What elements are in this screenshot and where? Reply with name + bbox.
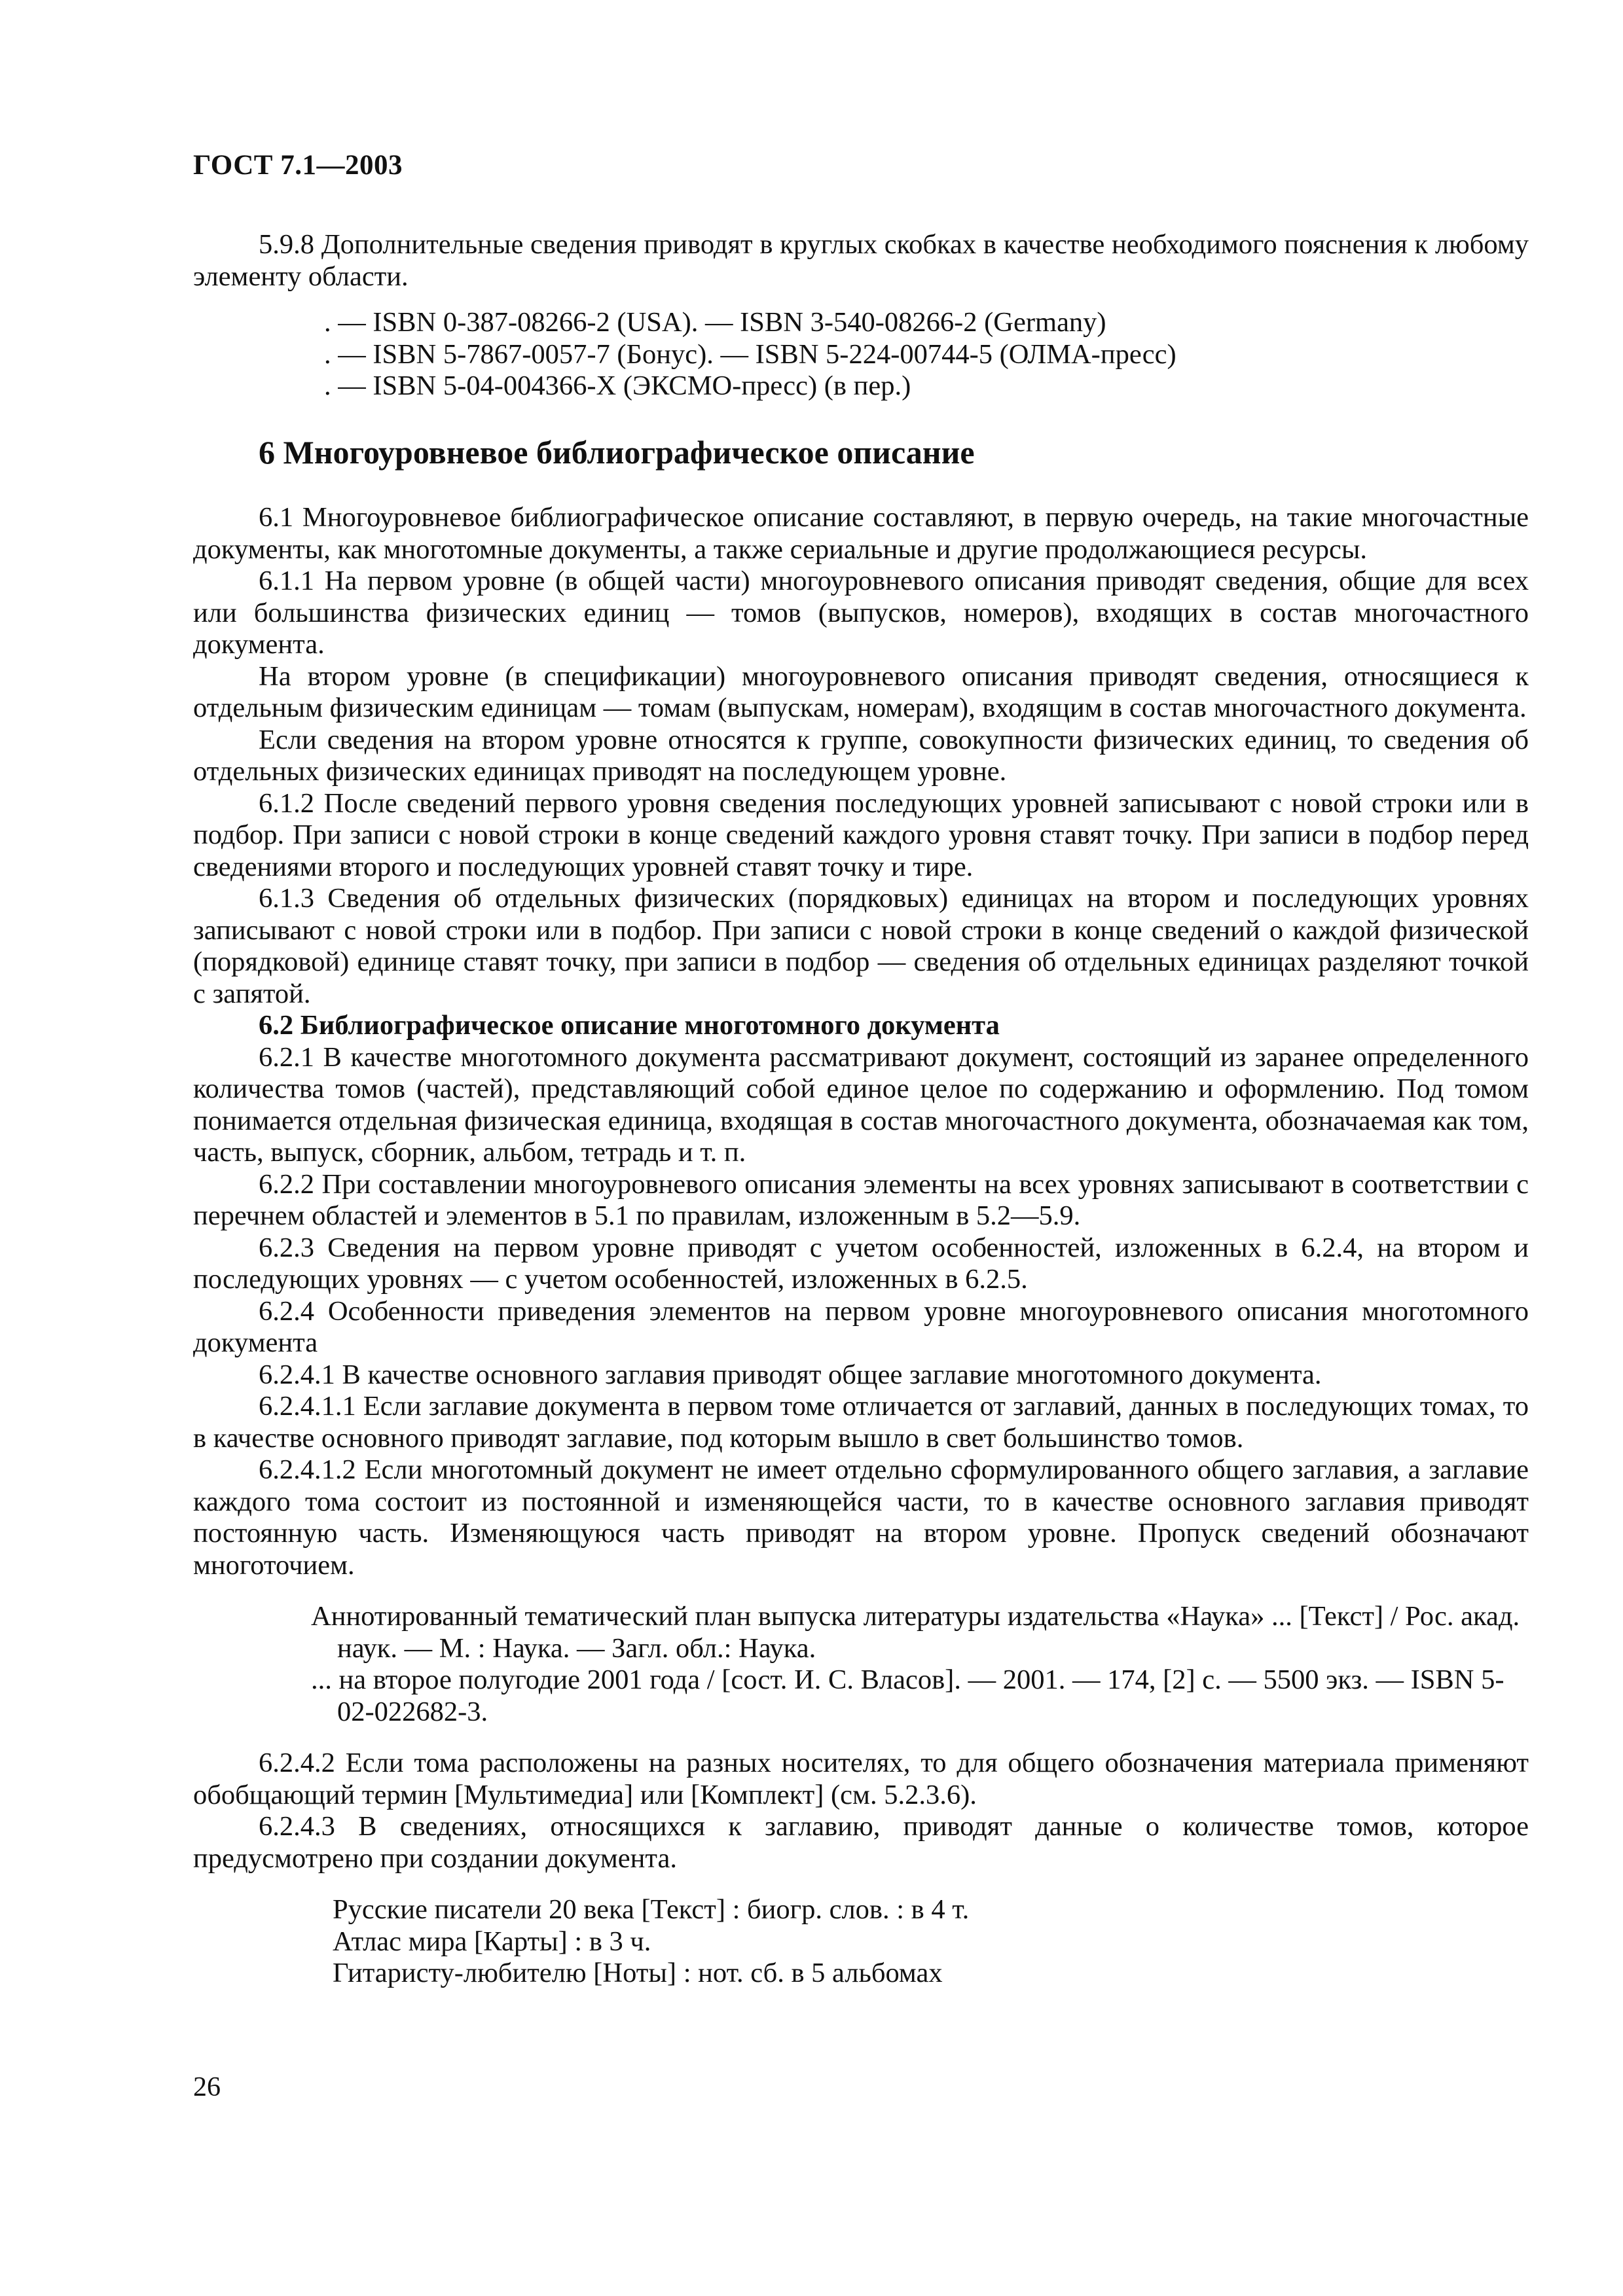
paragraph: 6.1 Многоуровневое библиографическое описание составляют, в первую очередь, на такие многочастные документы, как многотомные документы, а также сериальные и другие продолжающиеся ресурсы. [193,502,1529,565]
spacer [193,468,1529,502]
page-number: 26 [193,2072,221,2102]
spacer [193,1728,1529,1748]
example-entry: ... на второе полугодие 2001 года / [сост. И. С. Власов]. — 2001. — 174, [2] с. — 5500 экз. — ISBN 5-02-022682-3. [311,1664,1504,1727]
section-heading: 6 Многоуровневое библиографическое описание [259,433,975,471]
paragraph: 5.9.8 Дополнительные сведения приводят в круглых скобках в качестве необходимого пояснения к любому элементу области. [193,229,1529,292]
paragraph: 6.2.4.3 В сведениях, относящихся к заглавию, приводят данные о количестве томов, которое предусмотрено при создании документа. [193,1811,1529,1874]
paragraph: Если сведения на втором уровне относятся к группе, совокупности физических единиц, то сведения об отдельных физических единицах приводят на последующем уровне. [193,724,1529,787]
document-header: ГОСТ 7.1—2003 [193,150,403,181]
spacer [193,403,1529,437]
paragraph: 6.2.4.2 Если тома расположены на разных носителях, то для общего обозначения материала применяют обобщающий термин [Мультимедиа] или [Комплект] (см. 5.2.3.6). [193,1748,1529,1810]
example-line: Гитаристу-любителю [Ноты] : нот. сб. в 5 альбомах [333,1958,943,1988]
paragraph: 6.1.3 Сведения об отдельных физических (порядковых) единицах на втором и последующих уровнях записывают с новой строки или в подбор. При записи с новой строки в конце сведений о каждой физической (порядковой) единице ставят точку, при записи в подбор — сведения об отдельных единицах разделяют точкой с запятой. [193,883,1529,1009]
paragraph: 6.2.4.1.1 Если заглавие документа в первом томе отличается от заглавий, данных в последующих томах, то в качестве основного приводят заглавие, под которым вышло в свет большинство томов. [193,1391,1529,1454]
subsection-heading: 6.2 Библиографическое описание многотомного документа [259,1010,1000,1041]
spacer [193,1581,1529,1601]
example-line: . — ISBN 5-7867-0057-7 (Бонус). — ISBN 5-224-00744-5 (ОЛМА-пресс) [324,338,1176,370]
paragraph: 6.2.3 Сведения на первом уровне приводят с учетом особенностей, изложенных в 6.2.4, на втором и последующих уровнях — с учетом особенностей, изложенных в 6.2.5. [193,1232,1529,1295]
document-body [193,229,1529,1990]
paragraph: На втором уровне (в спецификации) многоуровневого описания приводят сведения, относящиеся к отдельным физическим единицам — томам (выпускам, номерам), входящим в состав многочастного документа. [193,660,1529,723]
paragraph: 6.1.1 На первом уровне (в общей части) многоуровневого описания приводят сведения, общие для всех или большинства физических единиц — томов (выпусков, номеров), входящих в состав многочастного документа. [193,565,1529,660]
example-line: . — ISBN 5-04-004366-X (ЭКСМО-пресс) (в пер.) [324,370,911,401]
paragraph: 6.2.4 Особенности приведения элементов на первом уровне многоуровневого описания многотомного документа [193,1295,1529,1358]
example-line: . — ISBN 0-387-08266-2 (USA). — ISBN 3-540-08266-2 (Germany) [324,307,1106,338]
paragraph: 6.2.1 В качестве многотомного документа рассматривают документ, состоящий из заранее определенного количества томов (частей), представляющий собой единое целое по содержанию и оформлению. Под томом понимается отдельная физическая единица, входящая в состав многочастного документа, обозначаемая как том, часть, выпуск, сборник, альбом, тетрадь и т. п. [193,1041,1529,1168]
example-entry: Аннотированный тематический план выпуска литературы издательства «Наука» ... [Текст] / Рос. акад. наук. — М. : Наука. — Загл. обл.: Наука. [311,1601,1520,1664]
paragraph: 6.2.4.1.2 Если многотомный документ не имеет отдельно сформулированного общего заглавия, а заглавие каждого тома состоит из постоянной и изменяющейся части, то в качестве основного заглавия приводят постоянную часть. Изменяющуюся часть приводят на втором уровне. Пропуск сведений обозначают многоточием. [193,1454,1529,1581]
example-line: Русские писатели 20 века [Текст] : биогр. слов. : в 4 т. [333,1894,970,1925]
paragraph: 6.2.2 При составлении многоуровневого описания элементы на всех уровнях записывают в соответствии с перечнем областей и элементов в 5.1 по правилам, изложенным в 5.2—5.9. [193,1168,1529,1231]
paragraph: 6.2.4.1 В качестве основного заглавия приводят общее заглавие многотомного документа. [259,1359,1322,1390]
paragraph: 6.1.2 После сведений первого уровня сведения последующих уровней записывают с новой строки или в подбор. При записи с новой строки в конце сведений каждого уровня ставят точку. При записи в подбор перед сведениями второго и последующих уровней ставят точку и тире. [193,787,1529,882]
example-line: Атлас мира [Карты] : в 3 ч. [333,1926,651,1957]
spacer [193,1874,1529,1894]
spacer [193,293,1529,307]
